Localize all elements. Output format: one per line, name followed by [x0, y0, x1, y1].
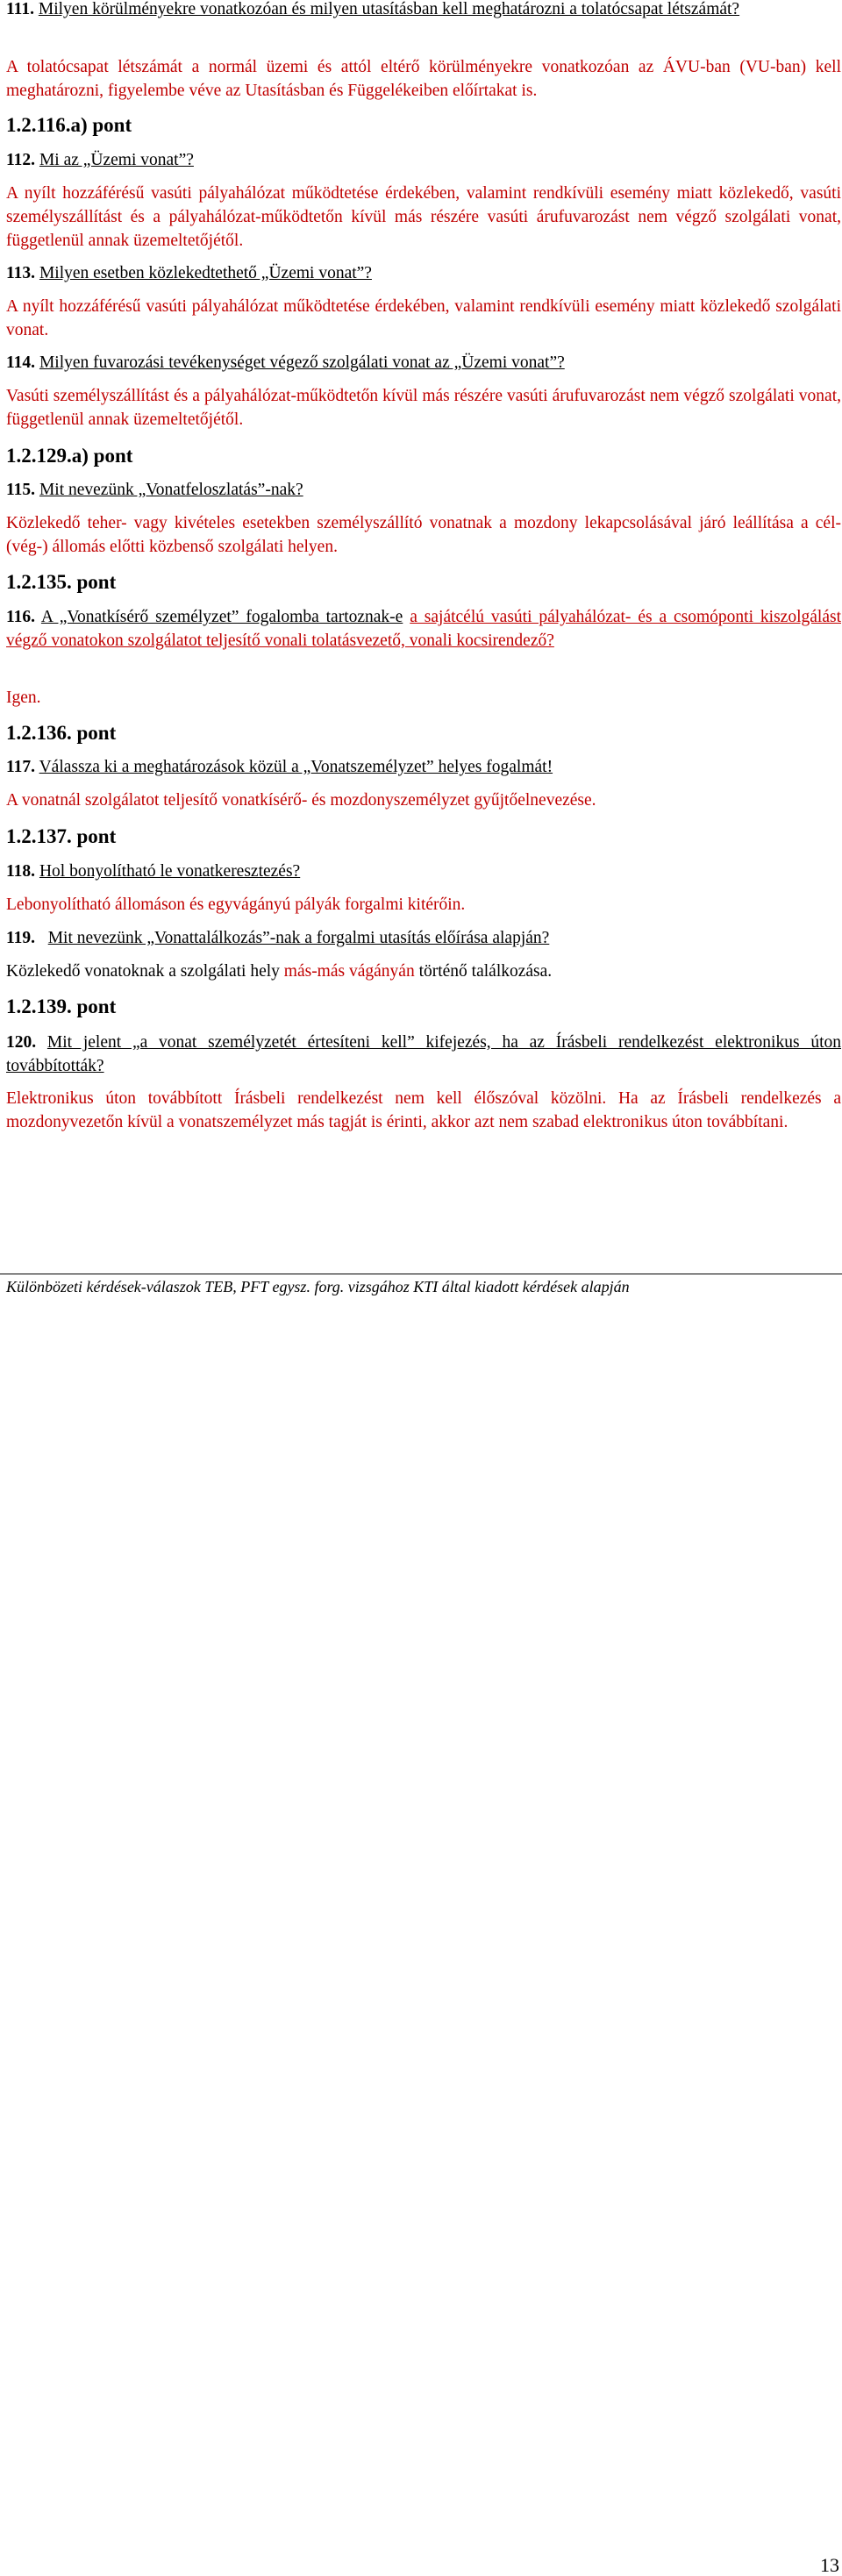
- page-number: 13: [820, 2554, 839, 2576]
- question-number: 113.: [6, 264, 36, 282]
- question-117: [6, 755, 841, 779]
- question-116: [6, 605, 841, 653]
- question-118: [6, 860, 841, 883]
- answer-111: A tolatócsapat létszámát a normál üzemi és attól eltérő körülményekre vonatkozóan az ÁVU-ban (VU-ban) kell meghatározni, figyelembe véve az Utasításban és Függelékeiben előírtakat is.: [6, 58, 841, 100]
- question-text: Hol bonyolítható le vonatkeresztezés?: [39, 862, 301, 881]
- question-text: Mit nevezünk „Vonatfeloszlatás”-nak?: [39, 481, 303, 499]
- question-113: [6, 261, 841, 285]
- answer-112: A nyílt hozzáférésű vasúti pályahálózat működtetése érdekében, valamint rendkívüli esemény miatt közlekedő, vasúti személyszállítást és a pályahálózat-működtetőn kívül más részére vasúti árufuvarozást nem végző szolgálati vonat, függetlenül annak üzemeltetőjétől.: [6, 184, 841, 250]
- page-footer: [6, 1277, 841, 2576]
- question-number: 120.: [6, 1033, 37, 1052]
- question-number: 118.: [6, 862, 36, 881]
- answer-113: A nyílt hozzáférésű vasúti pályahálózat működtetése érdekében, valamint rendkívüli esemény miatt közlekedő szolgálati vonat.: [6, 297, 841, 339]
- answer-117: A vonatnál szolgálatot teljesítő vonatkísérő- és mozdonyszemélyzet gyűjtőelnevezése.: [6, 791, 596, 810]
- answer-115: Közlekedő teher- vagy kivételes esetekben személyszállító vonatnak a mozdony lekapcsolásával járó leállítása a cél- (vég-) állomás előtti közbenső szolgálati helyen.: [6, 514, 841, 556]
- question-111: [6, 0, 841, 21]
- section-heading: 1.2.116.a) pont: [6, 114, 132, 136]
- question-text: Milyen esetben közlekedtethető „Üzemi vonat”?: [39, 264, 372, 282]
- question-119: [6, 926, 841, 950]
- section-heading: 1.2.135. pont: [6, 571, 117, 593]
- question-number: 114.: [6, 353, 36, 372]
- question-number: 117.: [6, 758, 36, 776]
- question-120: [6, 1031, 841, 1078]
- section-heading: 1.2.136. pont: [6, 722, 117, 744]
- answer-114: Vasúti személyszállítást és a pályahálózat-működtetőn kívül más részére vasúti árufuvarozást nem végző szolgálati vonat, függetlenül annak üzemeltetőjétől.: [6, 387, 841, 429]
- question-number: 116.: [6, 608, 36, 626]
- answer-119: [6, 960, 841, 983]
- question-text: Milyen körülményekre vonatkozóan és milyen utasításban kell meghatározni a tolatócsapat létszámát?: [38, 0, 740, 18]
- question-text: Mit jelent „a vonat személyzetét értesíteni kell” kifejezés, ha az Írásbeli rendelkezést elektronikus úton továbbították?: [6, 1033, 842, 1075]
- answer-highlight: más-más vágányán: [283, 962, 415, 981]
- question-114: [6, 351, 841, 375]
- question-number: 119.: [6, 929, 36, 947]
- question-text: Milyen fuvarozási tevékenységet végező szolgálati vonat az „Üzemi vonat”?: [39, 353, 565, 372]
- answer-118: Lebonyolítható állomáson és egyvágányú pályák forgalmi kitérőin.: [6, 896, 466, 914]
- answer-text: történő találkozása.: [414, 962, 553, 981]
- footer-text: Különbözeti kérdések-válaszok TEB, PFT egysz. forg. vizsgához KTI által kiadott kérdések alapján: [6, 1278, 630, 1295]
- question-112: [6, 148, 841, 172]
- question-115: [6, 478, 841, 502]
- section-heading: 1.2.129.a) pont: [6, 445, 133, 467]
- question-text: A „Vonatkísérő személyzet” fogalomba tartoznak-e: [40, 608, 403, 626]
- question-number: 111.: [6, 0, 34, 18]
- question-text: Mit nevezünk „Vonattalálkozás”-nak a forgalmi utasítás előírása alapján?: [47, 929, 550, 947]
- answer-text: Közlekedő vonatoknak a szolgálati hely: [6, 962, 284, 981]
- question-text: Mi az „Üzemi vonat”?: [39, 151, 194, 169]
- answer-120: Elektronikus úton továbbított Írásbeli rendelkezést nem kell élőszóval közölni. Ha az Írásbeli rendelkezés a mozdonyvezetőn kívül a vonatszemélyzet más tagját is érinti, akkor azt nem szabad elektronikus úton továbbítani.: [6, 1089, 841, 1131]
- question-number: 112.: [6, 151, 36, 169]
- question-number: 115.: [6, 481, 36, 499]
- section-heading: 1.2.139. pont: [6, 995, 117, 1017]
- question-text-highlight: a sajátcélú vasúti pályahálózat- és a csomóponti kiszolgálást végző vonatokon szolgálatot teljesítő vonali tolatásvezető, vonali kocsirendező?: [6, 608, 841, 650]
- section-heading: 1.2.137. pont: [6, 825, 117, 847]
- answer-116: Igen.: [6, 689, 41, 707]
- question-text: Válassza ki a meghatározások közül a „Vonatszemélyzet” helyes fogalmát!: [39, 758, 553, 776]
